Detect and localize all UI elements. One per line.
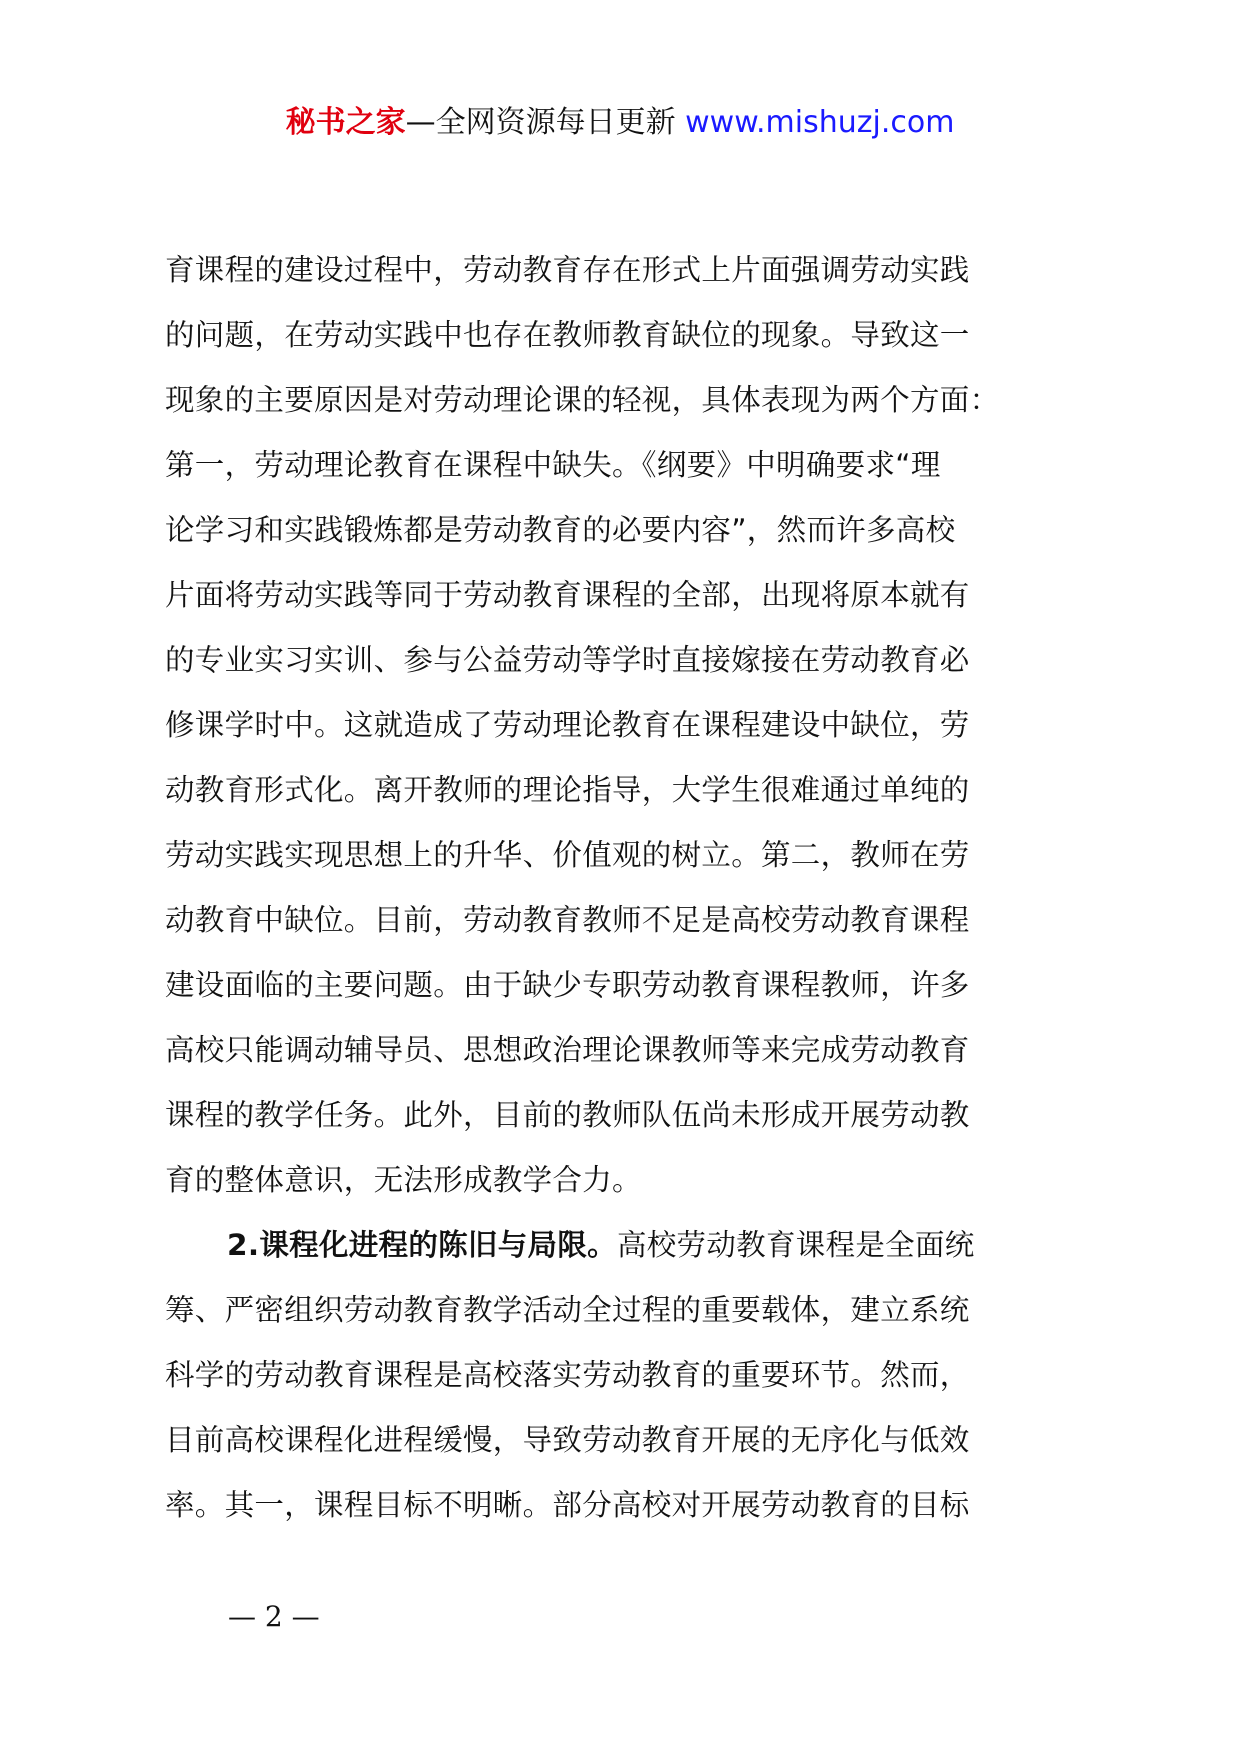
site-url-link[interactable]: www.mishuzj.com	[685, 105, 955, 140]
body-text	[165, 238, 1075, 1538]
text-line: 育的整体意识，无法形成教学合力。	[165, 1163, 642, 1197]
text-line: 的专业实习实训、参与公益劳动等学时直接嫁接在劳动教育必	[165, 643, 970, 677]
text-line: 片面将劳动实践等同于劳动教育课程的全部，出现将原本就有	[165, 578, 970, 612]
text-line: 课程的教学任务。此外，目前的教师队伍尚未形成开展劳动教	[165, 1098, 970, 1132]
text-line: 目前高校课程化进程缓慢，导致劳动教育开展的无序化与低效	[165, 1423, 970, 1457]
section-lead-text: 高校劳动教育课程是全面统	[616, 1228, 975, 1262]
site-header	[0, 98, 1240, 148]
text-line: 筹、严密组织劳动教育教学活动全过程的重要载体，建立系统	[165, 1293, 970, 1327]
text-line: 的问题，在劳动实践中也存在教师教育缺位的现象。导致这一	[165, 318, 970, 352]
header-tagline: —全网资源每日更新	[405, 105, 686, 140]
text-line: 建设面临的主要问题。由于缺少专职劳动教育课程教师，许多	[165, 968, 970, 1002]
text-line: 劳动实践实现思想上的升华、价值观的树立。第二，教师在劳	[165, 838, 970, 872]
page-number: — 2 —	[228, 1600, 320, 1633]
text-line: 第一，劳动理论教育在课程中缺失。《纲要》中明确要求“理	[165, 448, 941, 482]
text-line: 动教育中缺位。目前，劳动教育教师不足是高校劳动教育课程	[165, 903, 970, 937]
text-line: 率。其一，课程目标不明晰。部分高校对开展劳动教育的目标	[165, 1488, 970, 1522]
section-heading: 2.课程化进程的陈旧与局限。	[227, 1228, 617, 1262]
text-line: 育课程的建设过程中，劳动教育存在形式上片面强调劳动实践	[165, 253, 970, 287]
text-line: 动教育形式化。离开教师的理论指导，大学生很难通过单纯的	[165, 773, 970, 807]
text-line: 修课学时中。这就造成了劳动理论教育在课程建设中缺位，劳	[165, 708, 970, 742]
text-line: 高校只能调动辅导员、思想政治理论课教师等来完成劳动教育	[165, 1033, 970, 1067]
text-line: 论学习和实践锻炼都是劳动教育的必要内容”，然而许多高校	[165, 513, 956, 547]
text-line: 科学的劳动教育课程是高校落实劳动教育的重要环节。然而，	[165, 1358, 970, 1392]
text-line: 现象的主要原因是对劳动理论课的轻视，具体表现为两个方面：	[165, 383, 1000, 417]
section-first-line	[165, 1213, 1075, 1278]
brand-name: 秘书之家	[285, 105, 406, 140]
